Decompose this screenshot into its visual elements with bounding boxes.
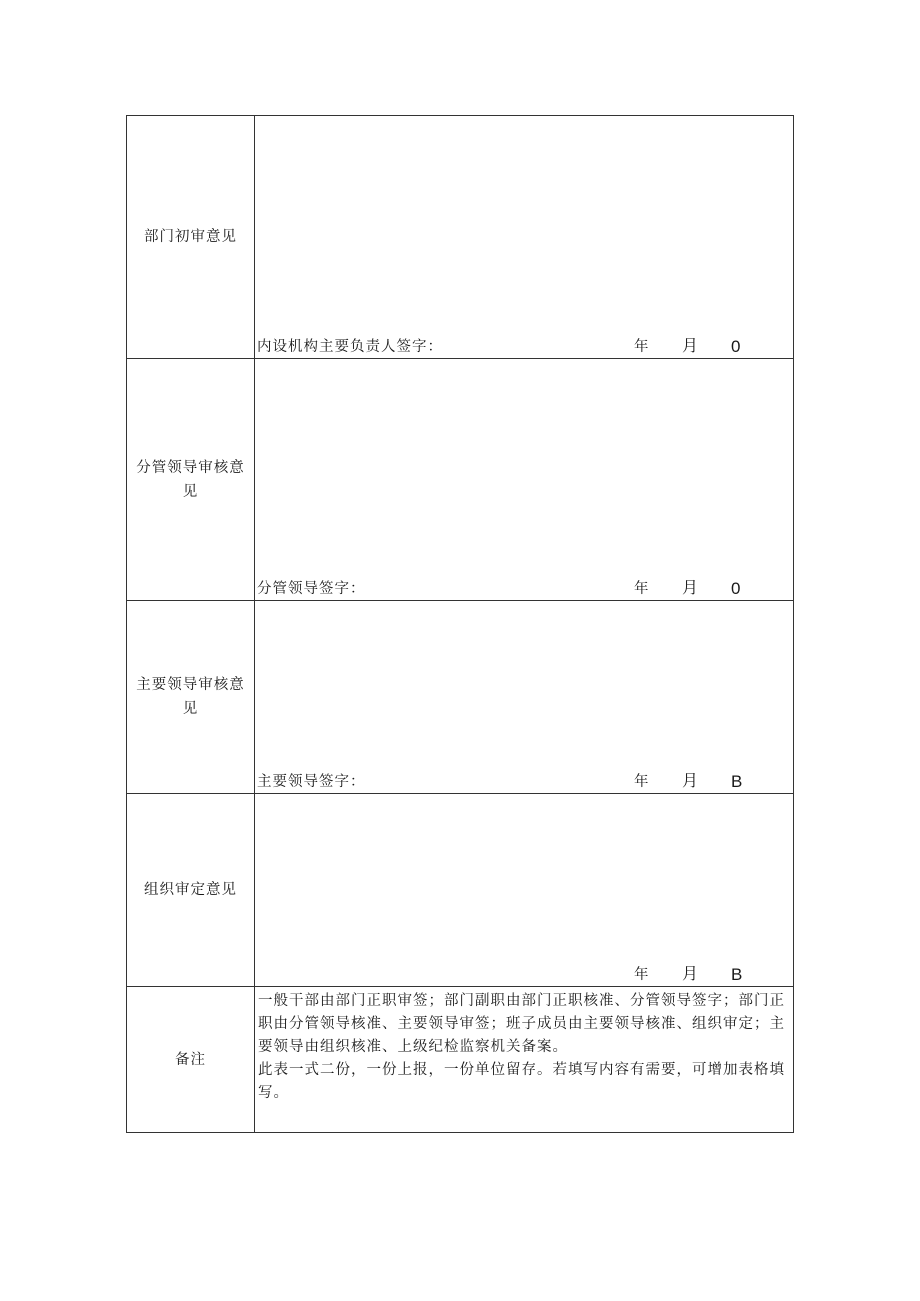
deputy-review-label: 分管领导审核意见: [127, 359, 255, 601]
month-label: 月: [682, 578, 700, 597]
deputy-review-sign-line: [257, 575, 793, 599]
dept-review-content: [255, 116, 794, 359]
year-label: 年: [634, 774, 650, 790]
day-label: B: [731, 772, 744, 791]
year-label: 年: [634, 581, 650, 597]
month-label: 月: [682, 336, 700, 355]
day-label: B: [731, 965, 744, 984]
month-label: 月: [682, 771, 700, 790]
approval-form-table: [126, 115, 794, 1133]
notes-paragraph-1: 一般干部由部门正职审签；部门副职由部门正职核准、分管领导签字；部门正职由分管领导核准、主要领导审签；班子成员由主要领导核准、组织审定；主要领导由组织核准、上级纪检监察机关备案。: [258, 993, 785, 1055]
day-label: 0: [731, 579, 742, 598]
org-approval-row: [127, 794, 794, 987]
deputy-review-row: [127, 359, 794, 601]
dept-review-label: 部门初审意见: [127, 116, 255, 359]
org-approval-sign-line: [257, 961, 793, 985]
year-label: 年: [634, 967, 650, 983]
year-label: 年: [634, 339, 650, 355]
dept-head-signature-label: 内设机构主要负责人签字：: [257, 339, 443, 355]
org-approval-content: [255, 794, 794, 987]
chief-review-content: [255, 601, 794, 794]
chief-review-label: 主要领导审核意见: [127, 601, 255, 794]
chief-review-row: [127, 601, 794, 794]
notes-row: [127, 987, 794, 1133]
notes-paragraph-2: 此表一式二份，一份上报，一份单位留存。若填写内容有需要，可增加表格填写。: [258, 1062, 785, 1101]
dept-review-row: [127, 116, 794, 359]
deputy-review-content: [255, 359, 794, 601]
day-label: 0: [731, 337, 742, 356]
deputy-signature-label: 分管领导签字：: [257, 581, 366, 597]
notes-label: 备注: [127, 987, 255, 1133]
month-label: 月: [682, 964, 700, 983]
dept-review-sign-line: [257, 333, 793, 357]
notes-content: [255, 987, 794, 1133]
chief-signature-label: 主要领导签字：: [257, 774, 366, 790]
org-approval-label: 组织审定意见: [127, 794, 255, 987]
chief-review-sign-line: [257, 768, 793, 792]
